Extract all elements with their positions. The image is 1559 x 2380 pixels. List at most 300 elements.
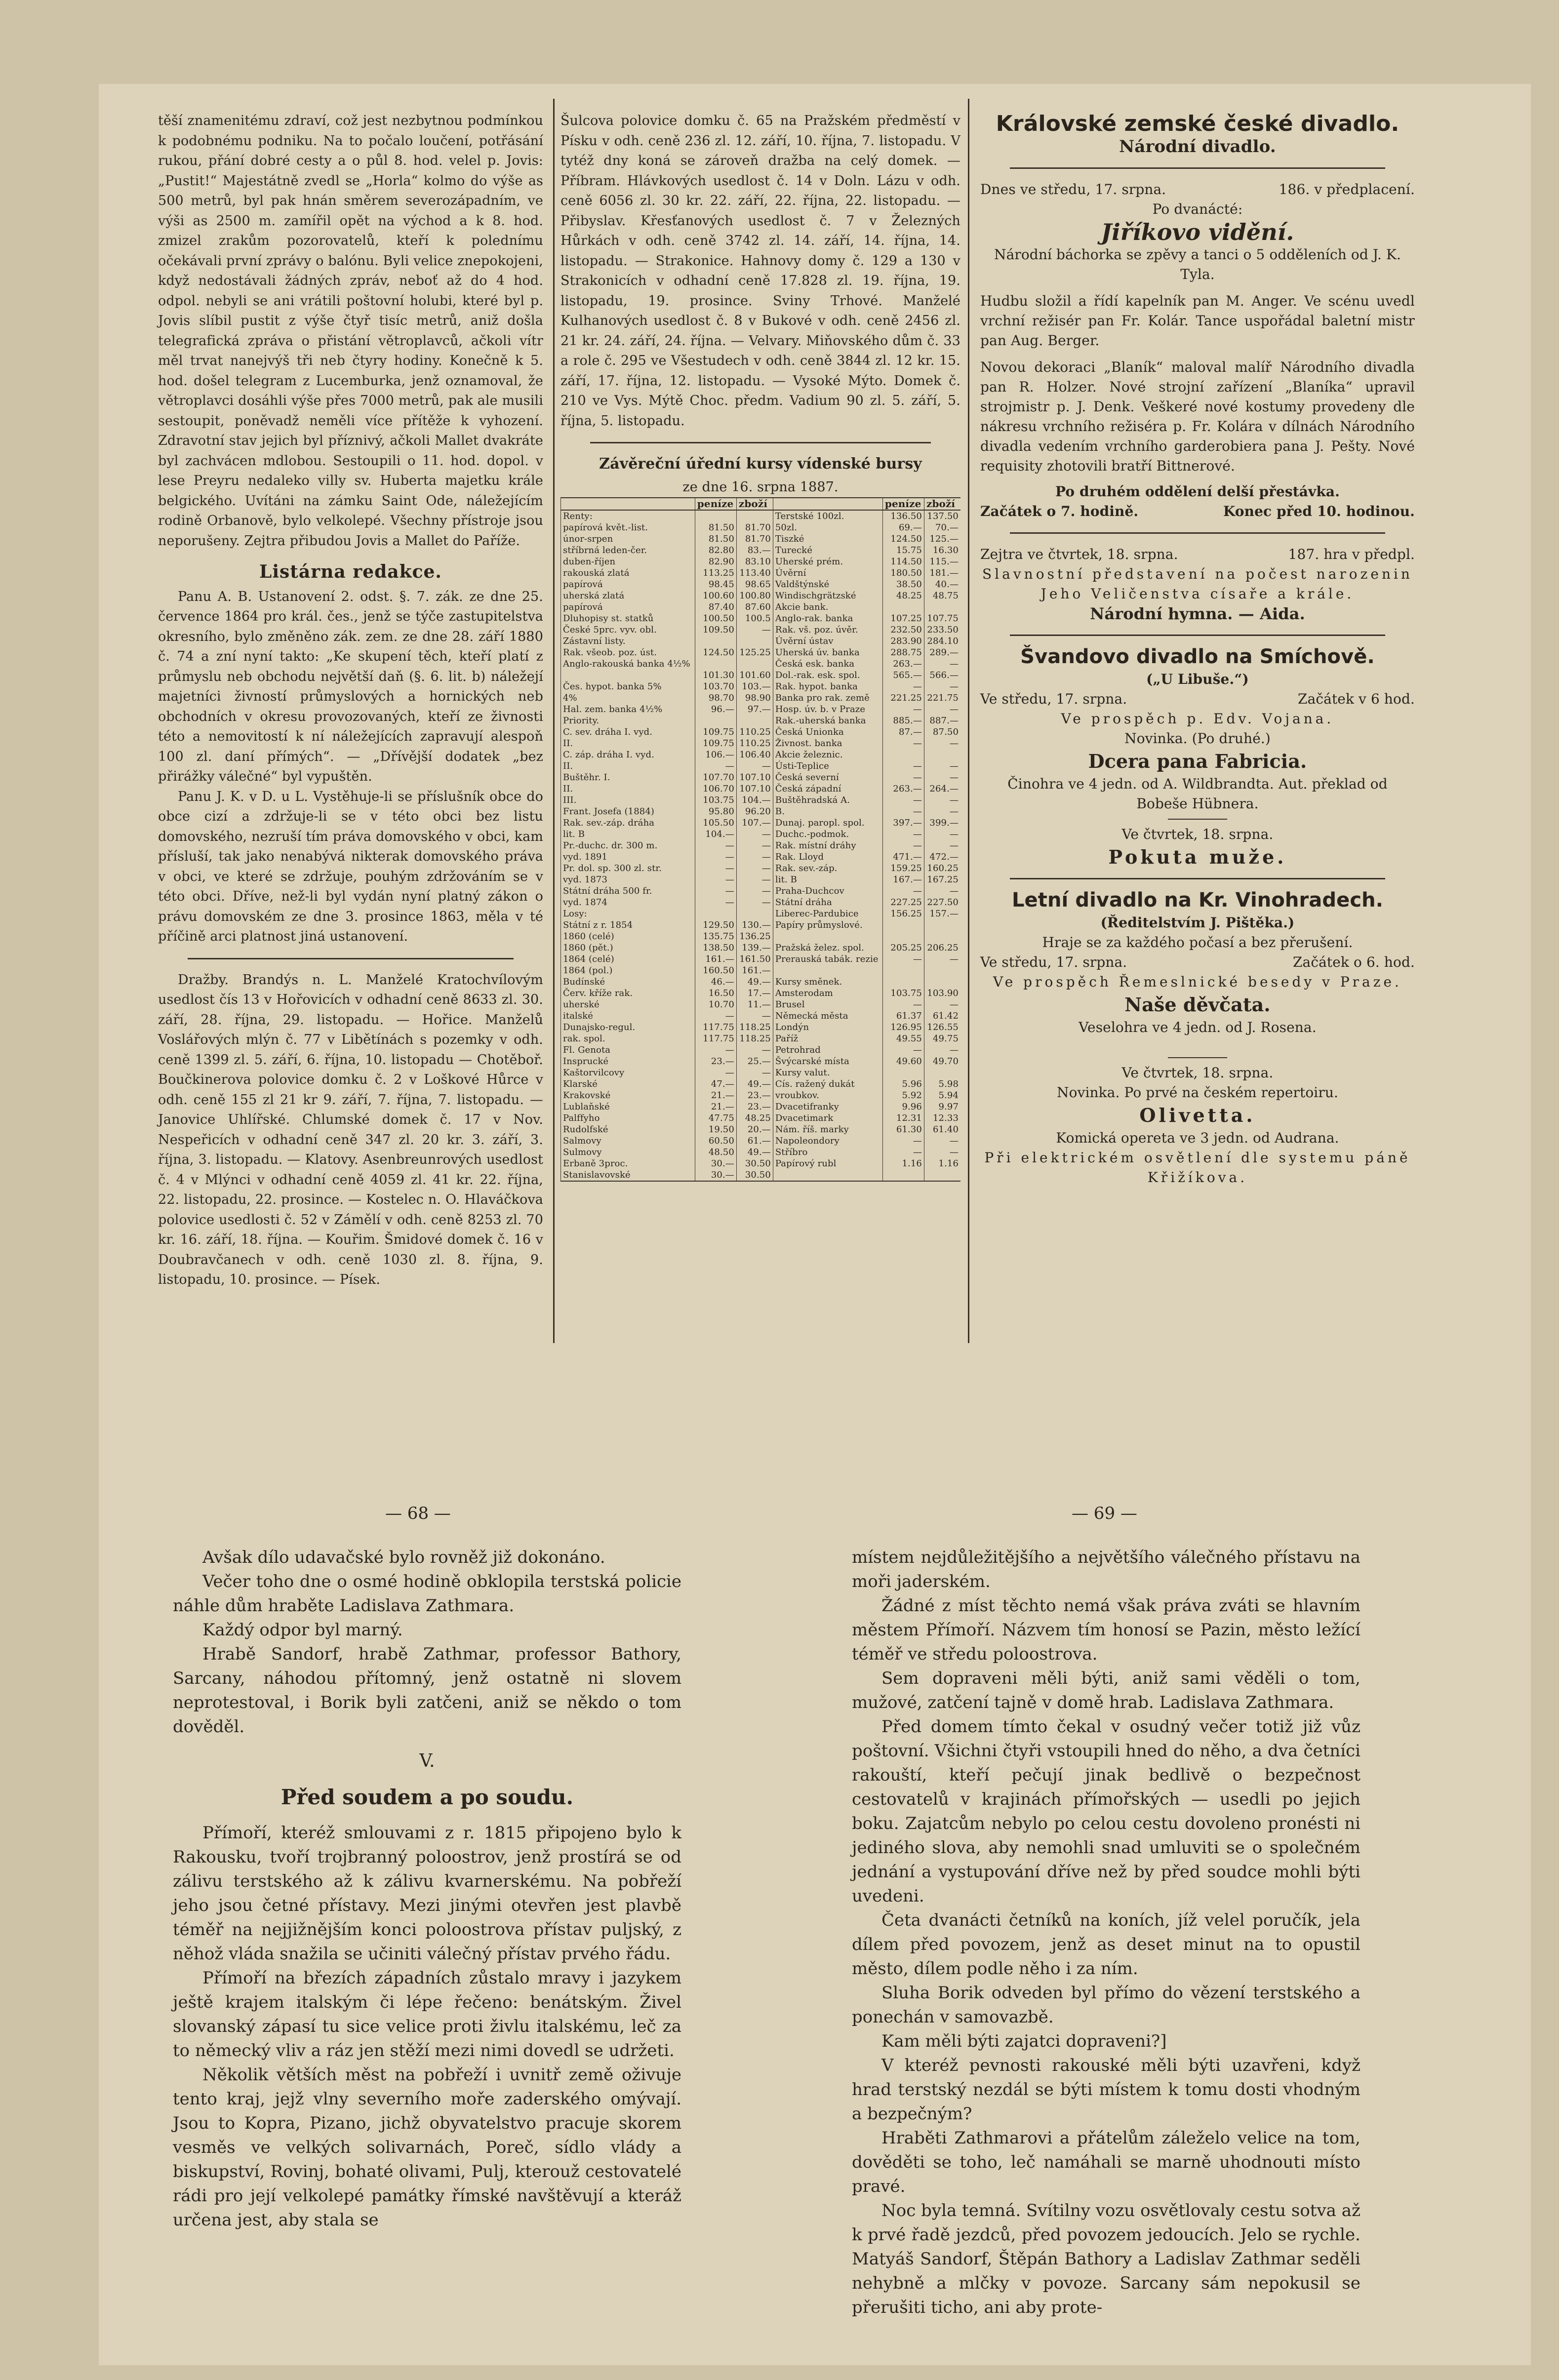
kurs-cell: — [924, 1147, 960, 1158]
kurs-cell: 61.30 [882, 1124, 924, 1135]
kurs-cell: Londýn [773, 1022, 882, 1033]
kurs-cell: 205.25 [882, 942, 924, 953]
book-paragraph: Přímoří na březích západních zůstalo mravy i jazykem ještě krajem italským či lépe řečeno: benátským. Živel slovanský zápasí tu sice velice proti živlu italskému, leč za to německý vliv a ráz jen stěží mezi nimi dovedl se udržeti. [173, 1968, 681, 2061]
table-row [561, 999, 961, 1010]
kurs-cell: 1.16 [924, 1158, 960, 1169]
kurs-cell: 15.75 [882, 545, 924, 556]
kurs-cell: C. záp. dráha I. vyd. [561, 749, 695, 760]
kurs-cell: 21.— [695, 1101, 736, 1112]
kurs-cell: — [695, 1010, 736, 1022]
kurs-cell: Insprucké [561, 1056, 695, 1067]
kurs-cell: — [736, 624, 773, 635]
kurs-cell: — [882, 806, 924, 817]
kurs-cell: Rak. místní dráhy [773, 840, 882, 851]
kurs-cell [882, 965, 924, 976]
kurs-cell [695, 715, 736, 726]
kurs-cell: Turecké [773, 545, 882, 556]
kurs-cell: vroubkov. [773, 1090, 882, 1101]
kurs-cell: Lublaňské [561, 1101, 695, 1112]
kurs-cell: 49.60 [882, 1056, 924, 1067]
kurs-cell [561, 670, 695, 681]
kurs-cell: 101.30 [695, 670, 736, 681]
kurs-cell: — [882, 681, 924, 692]
kurs-cell [773, 965, 882, 976]
kurs-cell: — [924, 760, 960, 772]
table-row [561, 885, 961, 897]
letni-benefit: Ve prospěch Řemeslnické besedy v Praze. [993, 974, 1402, 990]
kurs-cell: — [695, 1044, 736, 1056]
kurs-cell: Renty: [561, 510, 695, 522]
book-paragraph: Kam měli býti zajatci dopraveni?] [881, 2031, 1167, 2051]
kurs-cell: 110.25 [736, 726, 773, 738]
kurs-cell: — [695, 760, 736, 772]
kurs-cell: Uherské prém. [773, 556, 882, 567]
kurs-cell: — [924, 840, 960, 851]
kurs-cell: 25.— [736, 1056, 773, 1067]
kurs-cell: Rak. všeob. poz. úst. [561, 647, 695, 658]
kurs-cell: — [695, 840, 736, 851]
kurs-cell: 264.— [924, 783, 960, 794]
kurs-cell: 109.75 [695, 738, 736, 749]
narodni-tomorrow: Zejtra ve čtvrtek, 18. srpna. [980, 546, 1178, 562]
listarna-answer-1: Panu A. B. Ustanovení 2. odst. §. 7. zák. ze dne 25. července 1864 pro král. čes., jenž se týče zastupitelstva okresního, bylo změněno zák. zem. ze dne 28. září 1880 č. 74 a zní nyní takto: „Ke skupení těch, kteří platí z průmyslu neb obchodu největší daň (§. 6. lit. b) náležejí majetníci živností průmyslových a hornických neb obchodních v okresu provozovaných, kteří ze živnosti této a nemovitostí k ní náležejících zapravují alespoň 100 zl. daní přímých“. — „Dřívější dodatek „bez přirážky válečné“ byl vypuštěn. [158, 589, 543, 784]
kurs-cell: 70.— [924, 522, 960, 533]
kurs-cell: 16.50 [695, 988, 736, 999]
kurs-cell: — [882, 1135, 924, 1147]
book-paragraph: Hraběti Zathmarovi a přátelům záleželo velice na tom, dověděti se toho, leč namáhali se marně uhodnouti místo pravé. [852, 2128, 1360, 2196]
kurs-cell [695, 908, 736, 919]
kurs-cell: 46.— [695, 976, 736, 988]
kurs-cell: — [882, 738, 924, 749]
kurs-cell: — [924, 829, 960, 840]
kurs-cell: 159.25 [882, 863, 924, 874]
kurs-cell: Petrohrad [773, 1044, 882, 1056]
kurs-cell: 9.96 [882, 1101, 924, 1112]
kurs-cell: 138.50 [695, 942, 736, 953]
left-column [158, 111, 543, 1290]
kurs-cell: 9.97 [924, 1101, 960, 1112]
kurs-cell: 137.50 [924, 510, 960, 522]
kurs-cell [736, 510, 773, 522]
kurs-cell: 30.50 [736, 1158, 773, 1169]
kurs-cell: Priority. [561, 715, 695, 726]
svandovo-benefit: Ve prospěch p. Edv. Vojana. [1061, 711, 1334, 727]
kurs-cell: Rak. sev.-záp. dráha [561, 817, 695, 829]
table-row [561, 624, 961, 635]
kurs-cell: Terstské 100zl. [773, 510, 882, 522]
kurs-cell: 180.50 [882, 567, 924, 579]
kurs-cell: 107.10 [736, 783, 773, 794]
kurs-cell: 471.— [882, 851, 924, 863]
kurs-cell: 221.75 [924, 692, 960, 704]
divider [1010, 635, 1385, 636]
kurs-cell: 49.— [736, 976, 773, 988]
kurs-cell: — [882, 1044, 924, 1056]
kurs-cell: — [924, 794, 960, 806]
kurs-cell: Palffyho [561, 1112, 695, 1124]
kurs-cell: — [695, 851, 736, 863]
table-row [561, 658, 961, 670]
table-row [561, 840, 961, 851]
kurs-cell: 110.25 [736, 738, 773, 749]
letni-date: Ve středu, 17. srpna. [980, 954, 1127, 970]
kurs-cell: — [695, 885, 736, 897]
kurs-cell [924, 1067, 960, 1078]
table-row [561, 579, 961, 590]
kurs-cell: 288.75 [882, 647, 924, 658]
kurs-cell: Duchc.-podmok. [773, 829, 882, 840]
kurs-cell: 12.33 [924, 1112, 960, 1124]
kurs-date: ze dne 16. srpna 1887. [682, 479, 839, 495]
kurs-cell: 232.50 [882, 624, 924, 635]
kurs-cell: — [882, 1147, 924, 1158]
kurs-cell: Kursy valut. [773, 1067, 882, 1078]
kurs-cell: papírová [561, 601, 695, 613]
kurs-cell: 97.— [736, 704, 773, 715]
kurs-cell: 118.25 [736, 1033, 773, 1044]
letni-play-desc: Veselohra ve 4 jedn. od J. Rosena. [1079, 1019, 1317, 1035]
kurs-cell: 83.— [736, 545, 773, 556]
kurs-cell: 4% [561, 692, 695, 704]
kurs-cell: 5.96 [882, 1078, 924, 1090]
kurs-cell: papírová [561, 579, 695, 590]
kurs-cell: 40.— [924, 579, 960, 590]
kurs-cell: 114.50 [882, 556, 924, 567]
kurs-cell: 106.40 [736, 749, 773, 760]
kurs-cell: Úvěrní ústav [773, 635, 882, 647]
table-row [561, 829, 961, 840]
kurs-cell: Státní z r. 1854 [561, 919, 695, 931]
letni-weather: Hraje se za každého počasí a bez přerušení. [1042, 934, 1353, 951]
middle-column [560, 111, 960, 1182]
table-row [561, 806, 961, 817]
kurs-cell: 103.90 [924, 988, 960, 999]
kurs-cell: 130.— [736, 919, 773, 931]
kurs-cell: 115.— [924, 556, 960, 567]
kurs-cell: 283.90 [882, 635, 924, 647]
kurs-cell: 1860 (celé) [561, 931, 695, 942]
table-row [561, 919, 961, 931]
kurs-cell: Dluhopisy st. statků [561, 613, 695, 624]
book-paragraph: Žádné z míst těchto nemá však práva zváti se hlavním městem Přímoří. Názvem tím honosí se Pazin, město ležící téměř ve středu poloostrova. [852, 1596, 1360, 1664]
kurs-cell: 263.— [882, 658, 924, 670]
kurs-cell: 161.— [736, 965, 773, 976]
kurs-cell: Klarské [561, 1078, 695, 1090]
kurs-cell: — [924, 885, 960, 897]
table-row [561, 931, 961, 942]
kurs-cell [882, 1169, 924, 1181]
kurs-title: Závěreční úřední kursy vídenské bursy [599, 455, 922, 473]
column-rule-1 [553, 99, 555, 1343]
kurs-cell: 83.10 [736, 556, 773, 567]
kurs-cell: 17.— [736, 988, 773, 999]
kurs-cell: 82.80 [695, 545, 736, 556]
svandovo-play2: Pokuta muže. [1108, 846, 1287, 868]
kurs-cell: Budínské [561, 976, 695, 988]
kurs-cell: 399.— [924, 817, 960, 829]
kurs-cell: vyd. 1891 [561, 851, 695, 863]
book-paragraph: Každý odpor byl marný. [202, 1620, 403, 1640]
kurs-cell: — [882, 772, 924, 783]
kurs-cell: III. [561, 794, 695, 806]
kurs-cell: 109.50 [695, 624, 736, 635]
table-row [561, 647, 961, 658]
kurs-cell: 5.94 [924, 1090, 960, 1101]
kurs-cell: papírová květ.-list. [561, 522, 695, 533]
divider [188, 958, 514, 959]
kurs-cell: 5.92 [882, 1090, 924, 1101]
kurs-cell: II. [561, 783, 695, 794]
kurs-cell [882, 749, 924, 760]
svandovo-subheading: („U Libuše.“) [1146, 671, 1249, 687]
kurs-cell: 49.— [736, 1078, 773, 1090]
table-row [561, 726, 961, 738]
kurs-cell: Česká Unionka [773, 726, 882, 738]
kurs-cell: italské [561, 1010, 695, 1022]
kurs-cell: 23.— [736, 1090, 773, 1101]
kurs-cell: — [924, 806, 960, 817]
kurs-cell: II. [561, 738, 695, 749]
kurs-cell: 161.50 [736, 953, 773, 965]
kurs-cell: 157.— [924, 908, 960, 919]
kurs-cell: Dvacetifranky [773, 1101, 882, 1112]
exchange-rates-table [560, 497, 960, 1182]
narodni-twelfth: Po dvanácté: [1152, 201, 1243, 217]
kurs-cell: 181.— [924, 567, 960, 579]
kurs-cell: 20.— [736, 1124, 773, 1135]
kurs-cell: stříbrná leden-čer. [561, 545, 695, 556]
kurs-cell: 48.75 [924, 590, 960, 601]
kurs-cell: Paříž [773, 1033, 882, 1044]
kurs-cell: 136.25 [736, 931, 773, 942]
table-row [561, 545, 961, 556]
table-row [561, 738, 961, 749]
kurs-cell: 289.— [924, 647, 960, 658]
kurs-cell: 233.50 [924, 624, 960, 635]
kurs-cell [924, 919, 960, 931]
table-row [561, 794, 961, 806]
book-paragraph: Četa dvanácti četníků na koních, jíž velel poručík, jela dílem před povozem, jenž as deset minut na to opustil město, dílem podle něho i za ním. [852, 1910, 1360, 1979]
kurs-cell: 1.16 [882, 1158, 924, 1169]
kurs-cell [882, 976, 924, 988]
kurs-cell: Rak. vš. poz. úvěr. [773, 624, 882, 635]
kurs-cell: Červ. kříže rak. [561, 988, 695, 999]
kurs-cell: uherské [561, 999, 695, 1010]
table-row [561, 749, 961, 760]
kurs-cell: Akcie bank. [773, 601, 882, 613]
kurs-cell [736, 658, 773, 670]
kurs-cell: Anglo-rak. banka [773, 613, 882, 624]
kurs-cell: 87.50 [924, 726, 960, 738]
kurs-cell: Kursy směnek. [773, 976, 882, 988]
table-row [561, 510, 961, 522]
kurs-cell: 96.20 [736, 806, 773, 817]
kurs-cell: 100.5 [736, 613, 773, 624]
kurs-cell: — [924, 953, 960, 965]
kurs-cell: 126.55 [924, 1022, 960, 1033]
kurs-cell: 161.— [695, 953, 736, 965]
kurs-cell: Cís. ražený dukát [773, 1078, 882, 1090]
table-row [561, 1090, 961, 1101]
kurs-cell: Rak. hypot. banka [773, 681, 882, 692]
kurs-cell: Česká severní [773, 772, 882, 783]
table-row [561, 704, 961, 715]
narodni-subheading: Národní divadlo. [1119, 137, 1276, 157]
kurs-cell [882, 1067, 924, 1078]
kurs-cell [924, 965, 960, 976]
kurs-cell: 104.— [695, 829, 736, 840]
kurs-cell: 227.25 [882, 897, 924, 908]
narodni-play-title: Jiříkovo vidění. [1101, 219, 1294, 245]
kurs-cell: Valdštýnské [773, 579, 882, 590]
letni-subheading: (Ředitelstvím J. Pištěka.) [1100, 914, 1295, 931]
kurs-cell: — [736, 1067, 773, 1078]
book-paragraph: Noc byla temná. Svítilny vozu osvětlovaly cestu sotva až k prvé řadě jezdců, před povozem jedoucích. Jelo se rychle. Matyáš Sandorf, Štěpán Bathory a Ladislav Zathmar seděli nehybně a mlčky v povoze. Sarcany sám nepokusil se přerušiti ticho, ani aby prote- [852, 2201, 1360, 2317]
kurs-cell: 160.50 [695, 965, 736, 976]
letni-heading: Letní divadlo na Kr. Vinohradech. [1011, 889, 1384, 912]
table-row [561, 851, 961, 863]
divider [1168, 1057, 1227, 1058]
balloon-article: těší znamenitému zdraví, což jest nezbytnou podmínkou k podobnému podniku. Na to počalo loučení, potřásání rukou, přání dobré cesty a o půl 8. hod. velel p. Jovis: „Pustit!“ Majestátně zvedl se „Horla“ kolmo do výše as 500 metrů, byl pak hnán směrem severozápadním, ve výši as 2500 m. zamířil opět na východ a k 8. hod. zmizel zrakům pozorovatelů, kteří k polednímu očekávali první zprávy o balónu. Byli velice znepokojeni, když nedostávali žádných zpráv, neboť až do 4 hod. odpol. nebyli se ani vrátili poštovní holubi, které byl p. Jovis slíbil pustit z výše čtyř tisíc metrů, aniž došla telegrafická zpráva o přistání větroplavců, ačkoli vítr měl trvat nanejvýš tři neb čtyry hodiny. Konečně k 5. hod. došel telegram z Lucemburka, jenž oznamoval, že větroplavci dosáhli výše přes 7000 metrů, pak ale musili sestoupit, poněvadž neměli více přítěže k vyhození. Zdravotní stav jejich byl příznivý, ačkoli Mallet dvakráte byl zachvácen mdlobou. Sestoupili o 11. hod. dopol. v lese Preyru nedaleko villy sv. Huberta majetku krále belgického. Uvítáni na zámku Saint Ode, náležejícím rodině Orbanově, bylo velkolepé. Všechny přístroje jsou neporušeny. Zejtra přibudou Jovis a Mallet do Paříže. [158, 113, 543, 549]
letni-play: Naše děvčata. [1124, 993, 1271, 1016]
kurs-cell: — [924, 738, 960, 749]
kurs-cell: Praha-Duchcov [773, 885, 882, 897]
svandovo-play-desc: Činohra ve 4 jedn. od A. Wildbrandta. Aut. překlad od Bobeše Hübnera. [1007, 776, 1388, 812]
kurs-cell: Česká západní [773, 783, 882, 794]
narodni-hymn: Národní hymna. — Aida. [1090, 604, 1305, 623]
kurs-cell: 117.75 [695, 1022, 736, 1033]
auctions-continued: Šulcova polovice domku č. 65 na Pražském předměstí v Písku v odh. ceně 236 zl. 12. září, 10. října, 7. listopadu. V tytéž dny koná se zároveň dražba na celý domek. — Příbram. Hlávkových usedlost č. 14 v Doln. Lázu v odh. ceně 6056 zl. 30 kr. 22. září, 22. října, 22. listopadu. — Přibyslav. Křesťanových usedlost č. 7 v Železných Hůrkách v odh. ceně 3742 zl. 14. září, 14. října, 14. listopadu. — Strakonice. Hahnovy domy č. 129 a 130 v Strakonicích v odhadní ceně 17.828 zl. 19. října, 19. listopadu, 19. prosince. Sviny Trhové. Manželé Kulhanových usedlost č. 8 v Bukové v odh. ceně 2456 zl. 21 kr. 24. září, 24. října. — Velvary. Miňovského dům č. 33 a role č. 295 ve Všestudech v odh. ceně 3844 zl. 12 kr. 15. září, 17. října, 12. listopadu. — Vysoké Mýto. Domek č. 210 ve Vys. Mýtě Choc. předm. Vadium 90 zl. 5. září, 5. října, 5. listopadu. [560, 113, 960, 429]
kurs-cell [882, 601, 924, 613]
kurs-cell: 81.70 [736, 522, 773, 533]
book-paragraph: Před domem tímto čekal v osudný večer totiž již vůz poštovní. Všichni čtyři vstoupili hned do něho, a dva četníci rakouští, kteří pečují jinak bedlivě o bezpečnost cestovatelů v krajinách přímořských — usedli po jejich boku. Zajatcům nebylo po celou cestu dovoleno pronésti ni jediného slova, aby nemohli snad umluviti se o společném jednání a vystupování dříve než by před soudce mohli býti uvedeni. [852, 1717, 1360, 1906]
kurs-cell: — [736, 874, 773, 885]
kurs-cell: — [882, 829, 924, 840]
kurs-cell: 103.70 [695, 681, 736, 692]
kurs-cell: 19.50 [695, 1124, 736, 1135]
letni-play2: Olivetta. [1139, 1104, 1256, 1126]
kurs-cell: 117.75 [695, 1033, 736, 1044]
table-row [561, 1169, 961, 1181]
kurs-cell: 12.31 [882, 1112, 924, 1124]
kurs-cell: 98.90 [736, 692, 773, 704]
kurs-cell: 124.50 [882, 533, 924, 545]
kurs-cell: Rudolfské [561, 1124, 695, 1135]
kurs-cell: 100.60 [695, 590, 736, 601]
kurs-cell: 10.70 [695, 999, 736, 1010]
kurs-cell: 87.— [882, 726, 924, 738]
listarna-answer-2: Panu J. K. v D. u L. Vystěhuje-li se příslušník obce do obce cizí a zdržuje-li se v této obci bez listu domovského, nezruší tím práva domovského v obci, kam přísluší, tak jako nenabývá nikterak domovského práva v obci, ve které se zdržuje, pouhým zdržováním se v této obci. Dříve, než-li byl vydán nyní platný zákon o právu domovském ze dne 3. prosince 1863, měla v té příčině arci platnost jiná ustanovení. [158, 789, 543, 944]
kurs-cell: 118.25 [736, 1022, 773, 1033]
kurs-cell: Rak.-uherská banka [773, 715, 882, 726]
kurs-cell: Dvacetimark [773, 1112, 882, 1124]
kurs-cell: Nám. říš. marky [773, 1124, 882, 1135]
kurs-cell: lit. B [561, 829, 695, 840]
listarna-title: Listárna redakce. [259, 561, 442, 582]
kurs-cell: 61.42 [924, 1010, 960, 1022]
kurs-cell: 60.50 [695, 1135, 736, 1147]
table-row [561, 522, 961, 533]
kurs-cell: 16.30 [924, 545, 960, 556]
kurs-cell: 49.55 [882, 1033, 924, 1044]
kurs-cell: 98.65 [736, 579, 773, 590]
kurs-cell: — [924, 704, 960, 715]
kurs-cell: 227.50 [924, 897, 960, 908]
narodni-tomorrow-subscription: 187. hra v předpl. [1288, 546, 1415, 562]
kurs-cell: 124.50 [695, 647, 736, 658]
chapter-number: V. [419, 1751, 435, 1771]
kurs-cell: 167.— [882, 874, 924, 885]
table-row [561, 601, 961, 613]
divider [1010, 532, 1385, 534]
kurs-cell: 50zl. [773, 522, 882, 533]
kurs-header-cell [561, 498, 695, 510]
kurs-cell: — [695, 1067, 736, 1078]
kurs-cell: — [736, 851, 773, 863]
kurs-cell: 221.25 [882, 692, 924, 704]
kurs-cell: — [736, 885, 773, 897]
chapter-title: Před soudem a po soudu. [280, 1785, 574, 1809]
table-row [561, 1158, 961, 1169]
kurs-cell: 23.— [736, 1101, 773, 1112]
table-row [561, 863, 961, 874]
kurs-cell [736, 908, 773, 919]
kurs-cell: 113.40 [736, 567, 773, 579]
theatre-column [980, 111, 1415, 1188]
narodni-celebration: Slavnostní představení na počest narozenin Jeho Veličenstva císaře a krále. [982, 566, 1413, 602]
kurs-cell: 107.— [736, 817, 773, 829]
kurs-cell: Napoleondory [773, 1135, 882, 1147]
kurs-cell: — [736, 829, 773, 840]
kurs-cell: 126.95 [882, 1022, 924, 1033]
kurs-cell: — [924, 772, 960, 783]
divider [1010, 167, 1385, 169]
kurs-cell: 156.25 [882, 908, 924, 919]
kurs-cell: — [882, 885, 924, 897]
kurs-cell: lit. B [773, 874, 882, 885]
kurs-cell: Státní dráha 500 fr. [561, 885, 695, 897]
kurs-cell: Papíry průmyslové. [773, 919, 882, 931]
kurs-cell: Zástavní listy. [561, 635, 695, 647]
table-row [561, 908, 961, 919]
table-row [561, 1135, 961, 1147]
book-paragraph: Sem dopraveni měli býti, aniž sami věděli o tom, mužové, zatčení tajně v domě hrab. Ladislava Zathmara. [852, 1668, 1360, 1712]
kurs-cell: 885.— [882, 715, 924, 726]
kurs-cell: 95.80 [695, 806, 736, 817]
kurs-cell: 30.50 [736, 1169, 773, 1181]
book-paragraph: místem nejdůležitějšího a největšího válečného přístavu na moři jaderském. [852, 1547, 1360, 1591]
column-rule-2 [968, 99, 969, 1343]
kurs-cell: Německá města [773, 1010, 882, 1022]
kurs-cell: 397.— [882, 817, 924, 829]
kurs-cell: Hosp. úv. b. v Praze [773, 704, 882, 715]
kurs-cell: Česká esk. banka [773, 658, 882, 670]
kurs-cell: — [882, 999, 924, 1010]
table-row [561, 681, 961, 692]
kurs-cell: 106.— [695, 749, 736, 760]
kurs-cell: 1864 (celé) [561, 953, 695, 965]
kurs-cell: 87.60 [736, 601, 773, 613]
kurs-cell: Buštěhradská A. [773, 794, 882, 806]
kurs-cell: 81.50 [695, 522, 736, 533]
kurs-cell: 1860 (pět.) [561, 942, 695, 953]
narodni-subscription: 186. v předplacení. [1279, 181, 1415, 198]
table-row [561, 988, 961, 999]
kurs-cell: 103.75 [695, 794, 736, 806]
kurs-cell: Liberec-Pardubice [773, 908, 882, 919]
table-row [561, 635, 961, 647]
kurs-cell: 284.10 [924, 635, 960, 647]
